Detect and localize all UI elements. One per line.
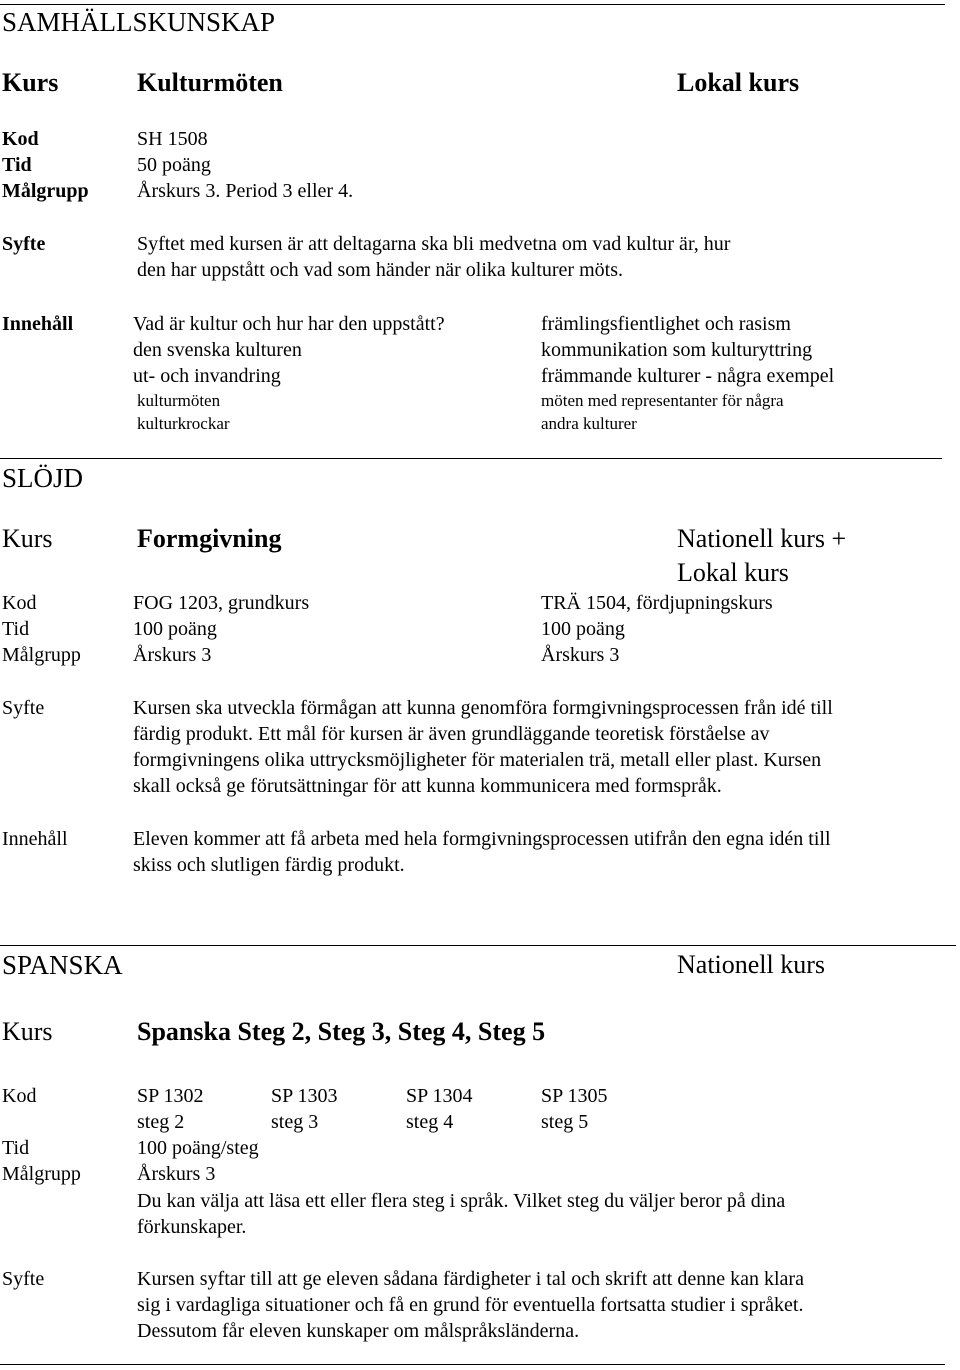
kod-label: Kod: [2, 128, 39, 150]
kod-value: SH 1508: [137, 128, 208, 150]
innehall-item: kulturkrockar: [137, 414, 230, 433]
tid-label: Tid: [2, 618, 30, 640]
kod-label: Kod: [2, 1085, 37, 1107]
syfte-label: Syfte: [2, 1268, 45, 1290]
innehall-item: den svenska kulturen: [133, 339, 302, 361]
innehall-item: andra kulturer: [541, 414, 637, 433]
syfte-line: Kursen syftar till att ge eleven sådana färdigheter i tal och skrift att denne kan klara: [137, 1268, 804, 1290]
malgrupp-value: Årskurs 3. Period 3 eller 4.: [137, 180, 354, 202]
kod-label: Kod: [2, 592, 37, 614]
syfte-line: formgivningens olika uttrycksmöjligheter för materialen trä, metall eller plast. Kursen: [133, 749, 822, 771]
innehall-item: ut- och invandring: [133, 365, 281, 387]
kod-value: FOG 1203, grundkurs: [133, 592, 310, 614]
step-value: steg 5: [541, 1111, 589, 1133]
malgrupp-label: Målgrupp: [2, 644, 81, 666]
subject-heading-slojd: SLÖJD: [2, 463, 84, 493]
tid-value: 100 poäng: [133, 618, 217, 640]
subject-heading-samhallskunskap: SAMHÄLLSKUNSKAP: [2, 7, 276, 37]
innehall-item: Vad är kultur och hur har den uppstått?: [133, 313, 445, 335]
syfte-line: färdig produkt. Ett mål för kursen är även grundläggande teoretisk förståelse av: [133, 723, 770, 745]
code-value: SP 1303: [271, 1085, 338, 1107]
step-value: steg 2: [137, 1111, 185, 1133]
section-divider: [0, 458, 942, 459]
malgrupp-label: Målgrupp: [2, 180, 89, 202]
course-type: Lokal kurs: [677, 558, 789, 587]
syfte-label: Syfte: [2, 233, 46, 255]
tid-label: Tid: [2, 154, 32, 176]
malgrupp-label: Målgrupp: [2, 1163, 81, 1185]
syfte-line: sig i vardagliga situationer och få en grund för eventuella fortsatta studier i språket.: [137, 1294, 804, 1316]
code-value: SP 1305: [541, 1085, 608, 1107]
syfte-line: skall också ge förutsättningar för att kunna kommunicera med formspråk.: [133, 775, 722, 797]
kurs-label: Kurs: [2, 1017, 53, 1046]
step-value: steg 3: [271, 1111, 319, 1133]
innehall-line: skiss och slutligen färdig produkt.: [133, 854, 405, 876]
course-name: Kulturmöten: [137, 68, 283, 97]
tid-value: 100 poäng: [541, 618, 625, 640]
innehall-line: Eleven kommer att få arbeta med hela formgivningsprocessen utifrån den egna idén till: [133, 828, 831, 850]
tid-label: Tid: [2, 1137, 30, 1159]
innehall-item: möten med representanter för några: [541, 391, 784, 410]
syfte-line: Syftet med kursen är att deltagarna ska bli medvetna om vad kultur är, hur: [137, 233, 731, 255]
syfte-line: den har uppstått och vad som händer när olika kulturer möts.: [137, 259, 623, 281]
malgrupp-note: Du kan välja att läsa ett eller flera steg i språk. Vilket steg du väljer beror på dina: [137, 1190, 786, 1212]
malgrupp-value: Årskurs 3: [541, 644, 620, 666]
bottom-divider: [0, 1364, 945, 1365]
subject-heading-spanska: SPANSKA: [2, 950, 123, 980]
innehall-item: kommunikation som kulturyttring: [541, 339, 813, 361]
course-type: Nationell kurs: [677, 950, 826, 979]
malgrupp-value: Årskurs 3: [137, 1163, 216, 1185]
section-divider: [0, 945, 956, 946]
innehall-label: Innehåll: [2, 828, 68, 850]
kurs-label: Kurs: [2, 68, 59, 97]
innehall-label: Innehåll: [2, 313, 74, 335]
malgrupp-note: förkunskaper.: [137, 1216, 247, 1238]
course-type: Nationell kurs +: [677, 524, 847, 553]
code-value: SP 1302: [137, 1085, 204, 1107]
syfte-line: Dessutom får eleven kunskaper om målspråksländerna.: [137, 1320, 580, 1342]
innehall-item: främmande kulturer - några exempel: [541, 365, 835, 387]
course-name: Spanska Steg 2, Steg 3, Steg 4, Steg 5: [137, 1017, 546, 1046]
innehall-item: främlingsfientlighet och rasism: [541, 313, 791, 335]
syfte-label: Syfte: [2, 697, 45, 719]
code-value: SP 1304: [406, 1085, 473, 1107]
tid-value: 50 poäng: [137, 154, 211, 176]
top-divider: [0, 4, 945, 5]
course-name: Formgivning: [137, 524, 282, 553]
tid-value: 100 poäng/steg: [137, 1137, 259, 1159]
course-type: Lokal kurs: [677, 68, 800, 97]
syfte-line: Kursen ska utveckla förmågan att kunna genomföra formgivningsprocessen från idé till: [133, 697, 833, 719]
kod-value: TRÄ 1504, fördjupningskurs: [541, 592, 773, 614]
kurs-label: Kurs: [2, 524, 53, 553]
malgrupp-value: Årskurs 3: [133, 644, 212, 666]
step-value: steg 4: [406, 1111, 454, 1133]
innehall-item: kulturmöten: [137, 391, 221, 410]
